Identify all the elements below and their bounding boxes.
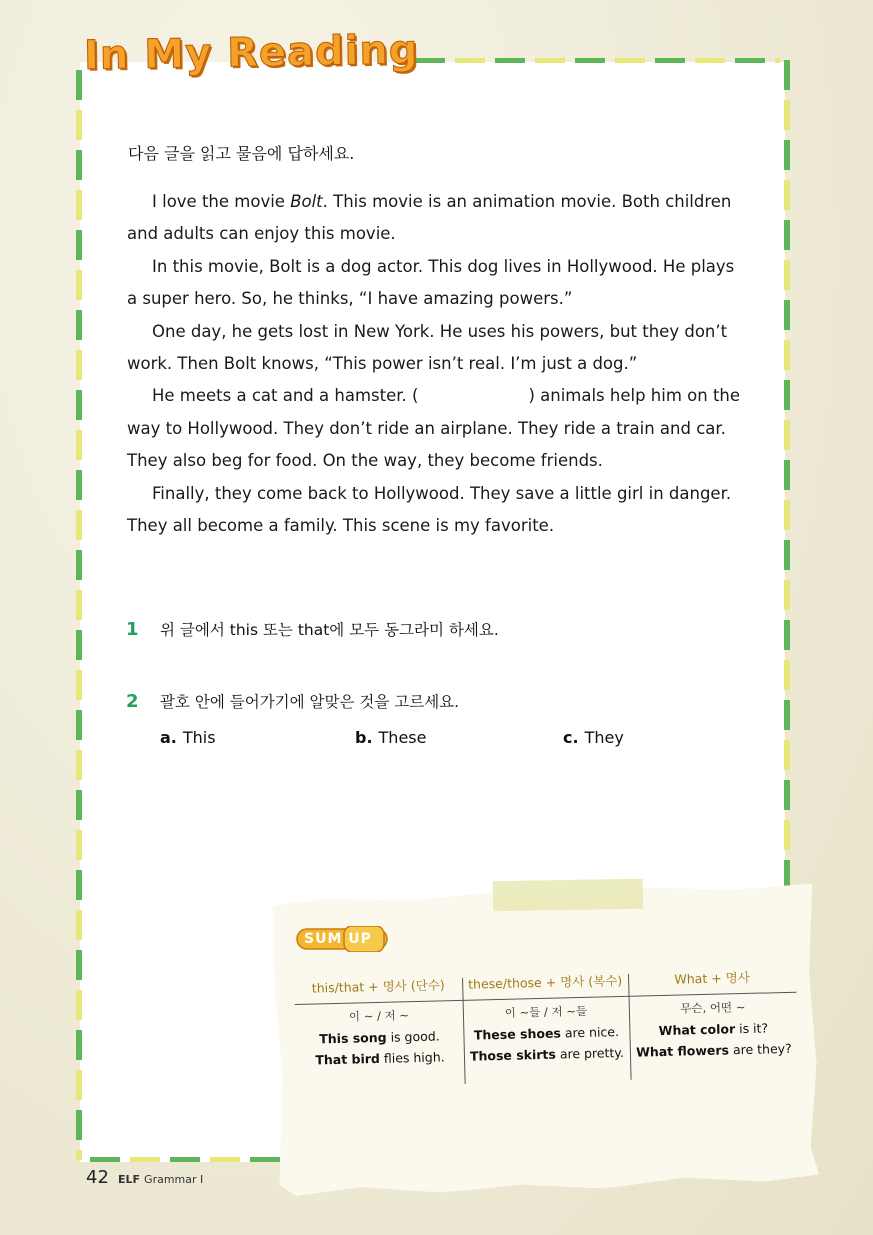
page-title: In My Reading xyxy=(83,27,419,79)
paragraph-5: Finally, they come back to Hollywood. They save a little girl in danger. They all become a family. This scene is my favorite. xyxy=(127,483,732,536)
border-dash xyxy=(784,660,790,690)
sumup-label: SUM UP xyxy=(304,931,372,947)
option-b[interactable] xyxy=(355,728,426,747)
border-dash xyxy=(415,58,445,63)
border-dash xyxy=(784,780,790,810)
border-dash xyxy=(784,820,790,850)
movie-title: Bolt xyxy=(290,192,323,211)
border-dash xyxy=(784,300,790,330)
border-dash xyxy=(76,350,82,380)
border-dash xyxy=(784,420,790,450)
border-dash xyxy=(784,60,790,90)
border-dash xyxy=(784,740,790,770)
question-text: 괄호 안에 들어가기에 알맞은 것을 고르세요. xyxy=(160,693,460,711)
column-header: these/those + 명사 (복수) xyxy=(467,972,623,992)
paragraph-3: One day, he gets lost in New York. He uses his powers, but they don’t work. Then Bolt knows, “This power isn’t real. I’m just a dog.” xyxy=(127,321,728,374)
paragraph-2: In this movie, Bolt is a dog actor. This dog lives in Hollywood. He plays a super hero. So, he thinks, “I have amazing powers.” xyxy=(127,256,735,309)
border-dash xyxy=(615,58,645,63)
border-dash xyxy=(76,1110,82,1140)
column-body xyxy=(463,1000,630,1067)
border-dash xyxy=(76,830,82,860)
p4-text-end: ) animals help him on the way to Hollywood. They don’t ride an airplane. They ride a train and car. They also beg for food. On the way, they become friends. xyxy=(127,386,741,471)
border-dash xyxy=(784,540,790,570)
border-dash xyxy=(76,110,82,140)
border-dash xyxy=(250,1157,280,1162)
page-number: 42 xyxy=(86,1167,109,1188)
border-dash xyxy=(784,580,790,610)
border-dash xyxy=(76,470,82,500)
option-letter: a. xyxy=(160,728,177,747)
question-number: 1 xyxy=(126,619,139,640)
border-dash xyxy=(535,58,565,63)
border-dash xyxy=(76,310,82,340)
border-dash xyxy=(76,870,82,900)
example-rest: flies high. xyxy=(379,1049,445,1066)
option-letter: b. xyxy=(355,728,373,747)
option-text: They xyxy=(584,728,624,747)
border-dash xyxy=(76,1150,82,1160)
paragraph-4 xyxy=(127,380,742,477)
p1-text-start: I love the movie xyxy=(152,192,291,211)
border-dash xyxy=(76,910,82,940)
border-dash xyxy=(76,230,82,260)
sumup-column-3 xyxy=(628,966,798,1063)
border-dash xyxy=(784,140,790,170)
example-rest: are pretty. xyxy=(555,1044,625,1062)
border-dash xyxy=(76,190,82,220)
border-dash xyxy=(76,750,82,780)
question-1 xyxy=(126,618,499,640)
border-dash xyxy=(76,70,82,100)
p1-text-end: . This movie is an animation movie. Both children and adults can enjoy this movie. xyxy=(127,192,732,244)
option-letter: c. xyxy=(563,728,579,747)
border-dash xyxy=(76,510,82,540)
border-dash xyxy=(76,990,82,1020)
question-text: 위 글에서 this 또는 that에 모두 동그라미 하세요. xyxy=(160,621,499,639)
option-c[interactable] xyxy=(563,728,624,747)
example-2 xyxy=(464,1042,630,1067)
question-2 xyxy=(126,690,459,712)
example-bold: These shoes xyxy=(473,1025,562,1043)
border-dash xyxy=(495,58,525,63)
border-dash xyxy=(90,1157,120,1162)
border-dash xyxy=(210,1157,240,1162)
border-dash xyxy=(170,1157,200,1162)
example-2 xyxy=(296,1046,464,1071)
border-dash xyxy=(784,460,790,490)
instruction-text: 다음 글을 읽고 물음에 답하세요. xyxy=(128,144,355,163)
border-dash xyxy=(735,58,765,63)
question-number: 2 xyxy=(126,691,139,712)
example-rest: is good. xyxy=(386,1028,440,1045)
border-dash xyxy=(655,58,685,63)
example-bold: What color xyxy=(658,1021,736,1039)
book-name: Grammar I xyxy=(144,1173,204,1186)
border-dash xyxy=(76,590,82,620)
border-dash xyxy=(76,150,82,180)
example-bold: This song xyxy=(319,1029,387,1047)
border-dash xyxy=(76,430,82,460)
example-bold: That bird xyxy=(315,1050,381,1068)
border-dash xyxy=(76,550,82,580)
example-rest: is it? xyxy=(734,1020,769,1037)
option-a[interactable] xyxy=(160,728,216,747)
column-meaning: 무슨, 어떤 ~ xyxy=(680,999,746,1016)
example-2 xyxy=(630,1038,798,1063)
paragraph-1 xyxy=(127,186,742,251)
column-body xyxy=(629,996,798,1063)
column-meaning: 이 ~ / 저 ~ xyxy=(348,1008,410,1024)
border-dash xyxy=(784,340,790,370)
option-text: This xyxy=(182,728,216,747)
p4-text-start: He meets a cat and a hamster. ( xyxy=(152,386,419,406)
example-bold: Those skirts xyxy=(469,1046,557,1064)
border-dash xyxy=(784,380,790,410)
border-dash xyxy=(784,180,790,210)
border-dash xyxy=(784,500,790,530)
brand-name: ELF xyxy=(118,1173,141,1186)
reading-passage xyxy=(127,186,742,542)
border-dash xyxy=(784,620,790,650)
example-rest: are nice. xyxy=(560,1024,620,1041)
column-header: What + 명사 xyxy=(674,969,751,987)
column-meaning: 이 ~들 / 저 ~들 xyxy=(504,1003,588,1020)
border-dash xyxy=(76,270,82,300)
border-dash xyxy=(784,100,790,130)
border-dash xyxy=(784,260,790,290)
border-dash xyxy=(76,630,82,660)
border-dash xyxy=(76,950,82,980)
border-dash xyxy=(775,58,780,63)
border-dash xyxy=(575,58,605,63)
border-dash xyxy=(76,1070,82,1100)
border-dash xyxy=(784,700,790,730)
border-dash xyxy=(76,710,82,740)
border-dash xyxy=(130,1157,160,1162)
sumup-column-1 xyxy=(294,974,464,1071)
example-rest: are they? xyxy=(728,1040,792,1058)
example-bold: What flowers xyxy=(635,1042,730,1060)
border-dash xyxy=(76,670,82,700)
footer-brand xyxy=(118,1173,203,1186)
tape xyxy=(493,879,644,912)
column-body xyxy=(295,1004,464,1071)
border-dash xyxy=(76,1030,82,1060)
column-header: this/that + 명사 (단수) xyxy=(311,977,445,996)
border-dash xyxy=(695,58,725,63)
option-text: These xyxy=(378,728,427,747)
border-dash xyxy=(455,58,485,63)
border-dash xyxy=(76,790,82,820)
border-dash xyxy=(784,220,790,250)
border-dash xyxy=(76,390,82,420)
sumup-column-2 xyxy=(462,970,630,1067)
